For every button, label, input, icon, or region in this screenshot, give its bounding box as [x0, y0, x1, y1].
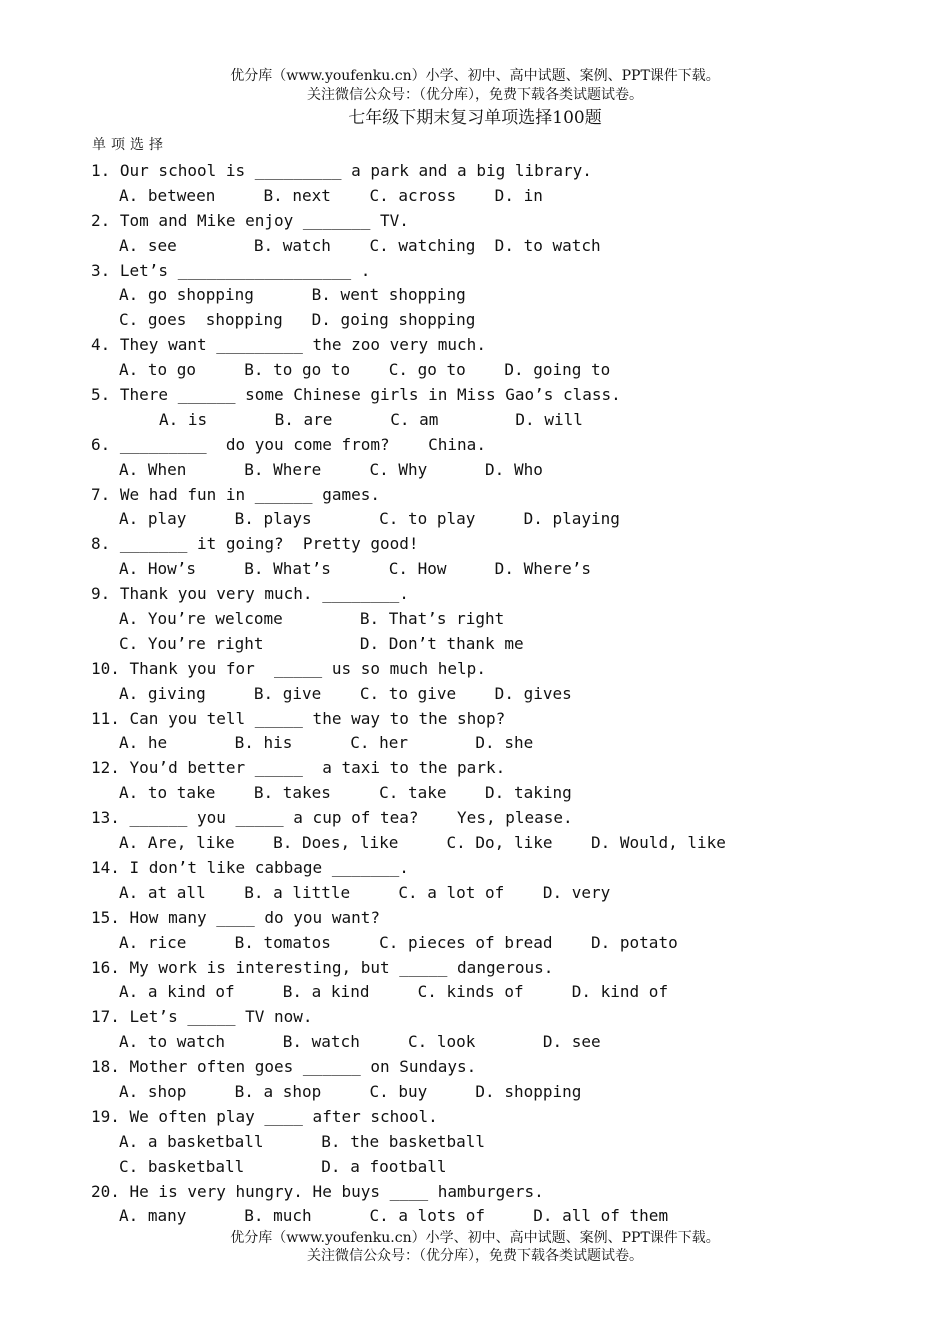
section-heading: 单项选择: [92, 137, 168, 153]
question-stem: 1. Our school is _________ a park and a big library.: [91, 161, 592, 180]
answer-options: A. a basketball B. the basketball: [119, 1131, 486, 1151]
answer-options: A. a kind of B. a kind C. kinds of D. kind of: [119, 982, 669, 1002]
question-stem: 6. _________ do you come from? China.: [91, 434, 486, 454]
question-stem: 13. ______ you _____ a cup of tea? Yes, please.: [91, 808, 573, 828]
question-stem: 16. My work is interesting, but _____ dangerous.: [91, 957, 554, 977]
question-stem: 20. He is very hungry. He buys ____ hamburgers.: [91, 1181, 544, 1201]
answer-options: A. to go B. to go to C. go to D. going to: [119, 360, 611, 380]
answer-options: A. How’s B. What’s C. How D. Where’s: [119, 559, 592, 579]
question-stem: 7. We had fun in ______ games.: [91, 484, 380, 504]
question-stem: 17. Let’s _____ TV now.: [91, 1007, 313, 1027]
answer-options: A. When B. Where C. Why D. Who: [119, 459, 543, 479]
question-stem: 4. They want _________ the zoo very much.: [91, 335, 486, 355]
footer-line-2: 关注微信公众号：（优分库），免费下载各类试题试卷。: [307, 1248, 643, 1264]
question-stem: 18. Mother often goes ______ on Sundays.: [91, 1057, 477, 1077]
answer-options: A. play B. plays C. to play D. playing: [119, 509, 620, 529]
question-stem: 5. There ______ some Chinese girls in Miss Gao’s class.: [91, 385, 621, 405]
answer-options: A. You’re welcome B. That’s right: [119, 609, 505, 629]
footer-line-1: 优分库（www.youfenku.cn）小学、初中、高中试题、案例、PPT课件下载。: [230, 1230, 720, 1246]
question-stem: 14. I don’t like cabbage _______.: [91, 857, 409, 877]
answer-options: A. many B. much C. a lots of D. all of them: [119, 1206, 669, 1226]
question-stem: 19. We often play ____ after school.: [91, 1106, 438, 1126]
answer-options: A. between B. next C. across D. in: [119, 185, 543, 205]
answer-options: A. is B. are C. am D. will: [159, 409, 583, 429]
header-line-2: 关注微信公众号：（优分库），免费下载各类试题试卷。: [307, 87, 643, 103]
question-stem: 10. Thank you for _____ us so much help.: [91, 658, 486, 678]
question-list: [91, 159, 931, 1229]
question-stem: 9. Thank you very much. ________.: [91, 584, 409, 604]
answer-options: C. basketball D. a football: [119, 1156, 447, 1176]
answer-options: A. he B. his C. her D. she: [119, 733, 534, 753]
answer-options: A. go shopping B. went shopping: [119, 285, 466, 305]
answer-options: A. rice B. tomatos C. pieces of bread D. potato: [119, 932, 678, 952]
question-stem: 2. Tom and Mike enjoy _______ TV.: [91, 210, 409, 230]
question-stem: 3. Let’s __________________ .: [91, 260, 371, 280]
answer-options: C. You’re right D. Don’t thank me: [119, 633, 524, 653]
question-stem: 12. You’d better _____ a taxi to the park.: [91, 758, 506, 778]
answer-options: C. goes shopping D. going shopping: [119, 310, 476, 330]
answer-options: A. to take B. takes C. take D. taking: [119, 783, 572, 803]
question-stem: 15. How many ____ do you want?: [91, 907, 380, 927]
answer-options: A. to watch B. watch C. look D. see: [119, 1032, 601, 1052]
question-stem: 11. Can you tell _____ the way to the shop?: [91, 708, 506, 728]
answer-options: A. giving B. give C. to give D. gives: [119, 683, 572, 703]
page-title: 七年级下期末复习单项选择100题: [348, 108, 602, 128]
answer-options: A. see B. watch C. watching D. to watch: [119, 235, 601, 255]
header-line-1: 优分库（www.youfenku.cn）小学、初中、高中试题、案例、PPT课件下载。: [230, 68, 720, 84]
answer-options: A. at all B. a little C. a lot of D. very: [119, 882, 611, 902]
answer-options: A. Are, like B. Does, like C. Do, like D. Would, like: [119, 833, 726, 853]
question-stem: 8. _______ it going? Pretty good!: [91, 534, 419, 554]
answer-options: A. shop B. a shop C. buy D. shopping: [119, 1081, 582, 1101]
